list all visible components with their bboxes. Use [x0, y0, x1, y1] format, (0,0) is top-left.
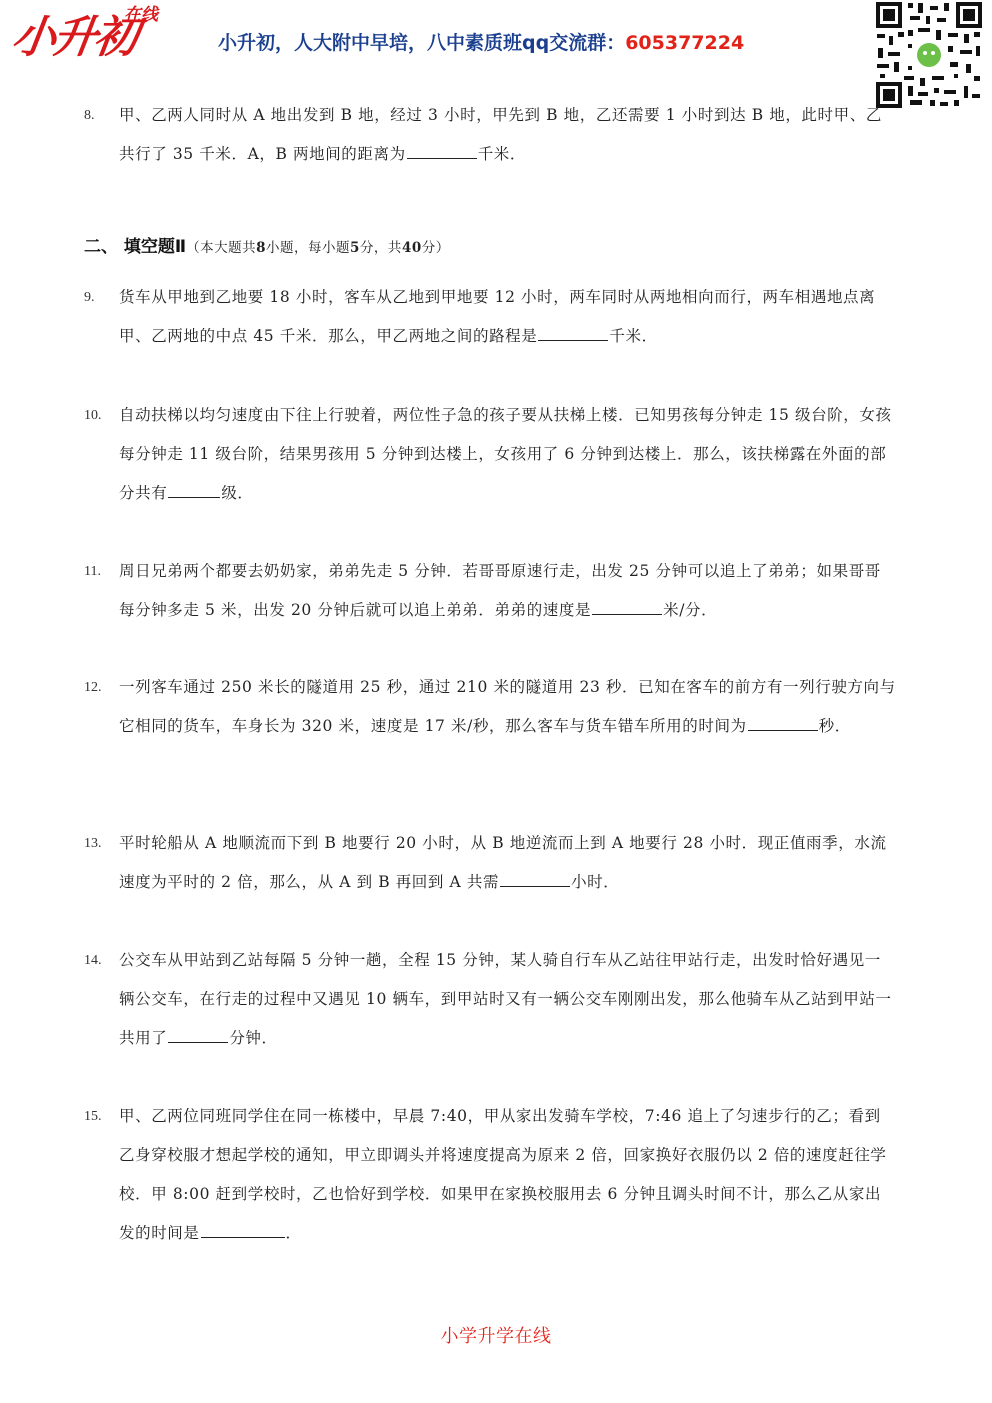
- question-8: [84, 96, 896, 174]
- section-points-each: 5: [350, 240, 360, 256]
- section-desc-part: （本大题共: [186, 240, 257, 256]
- answer-blank[interactable]: [168, 480, 220, 498]
- header-banner: [218, 30, 744, 56]
- answer-blank[interactable]: [500, 869, 570, 887]
- question-text: [119, 668, 896, 746]
- section-question-count: 8: [256, 240, 267, 256]
- question-text: [119, 96, 896, 174]
- question-text: [119, 278, 896, 356]
- question-number: 12.: [84, 680, 102, 695]
- question-text-part: 秒．: [818, 717, 851, 735]
- answer-blank[interactable]: [748, 713, 818, 731]
- qr-code-icon: [874, 0, 984, 110]
- question-text: [119, 941, 896, 1058]
- question-text-part: 自动扶梯以均匀速度由下往上行驶着，两位性子急的孩子要从扶梯上楼．已知男孩每分钟走 15 级台阶，女孩每分钟走 11 级台阶，结果男孩用 5 分钟到达楼上，女孩用了 6 分钟到达楼上．那么，该扶梯露在外面的部分共有: [119, 406, 892, 502]
- question-14: [84, 941, 896, 1058]
- section-heading: [84, 232, 450, 263]
- question-9: [84, 278, 896, 356]
- section-desc: [186, 240, 450, 256]
- question-text: [119, 1097, 896, 1253]
- logo: [8, 5, 172, 64]
- question-12: [84, 668, 896, 746]
- section-desc-part: 小题，每小题: [266, 240, 351, 256]
- question-15: [84, 1097, 896, 1253]
- question-number: 9.: [84, 290, 95, 305]
- section-desc-part: 分，共: [359, 240, 402, 256]
- section-points-total: 40: [401, 240, 422, 256]
- logo-sub-text: 在线: [124, 5, 158, 25]
- question-text: [119, 552, 896, 630]
- question-11: [84, 552, 896, 630]
- banner-number: 605377224: [625, 32, 745, 54]
- question-number: 14.: [84, 953, 102, 968]
- question-text-part: 公交车从甲站到乙站每隔 5 分钟一趟，全程 15 分钟，某人骑自行车从乙站往甲站行走，出发时恰好遇见一辆公交车，在行走的过程中又遇见 10 辆车，到甲站时又有一辆公交车刚刚出发，那么他骑车从乙站到甲站一共用了: [119, 951, 892, 1047]
- answer-blank[interactable]: [168, 1025, 228, 1043]
- logo-main-text: 小升初: [8, 12, 139, 63]
- question-text-part: 千米．: [609, 327, 658, 345]
- question-number: 15.: [84, 1109, 102, 1124]
- question-text-part: 甲、乙两人同时从 A 地出发到 B 地，经过 3 小时，甲先到 B 地，乙还需要 1 小时到达 B 地，此时甲、乙共行了 35 千米．A，B 两地间的距离为: [119, 106, 882, 163]
- question-text-part: 甲、乙两位同班同学住在同一栋楼中，早晨 7:40，甲从家出发骑车学校，7:46 追上了匀速步行的乙；看到乙身穿校服才想起学校的通知，甲立即调头并将速度提高为原来 2 倍，回家换好衣服仍以 2 倍的速度赶往学校．甲 8:00 赶到学校时，乙也恰好到学校．如果甲在家换校服用去 6 分钟且调头时间不计，那么乙从家出发的时间是: [119, 1107, 887, 1242]
- question-text-part: 千米．: [477, 145, 527, 163]
- section-desc-part: 分）: [421, 240, 450, 256]
- question-number: 13.: [84, 836, 102, 851]
- footer-text: 小学升学在线: [440, 1326, 552, 1347]
- answer-blank[interactable]: [592, 597, 662, 615]
- question-text-part: 一列客车通过 250 米长的隧道用 25 秒，通过 210 米的隧道用 23 秒．已知在客车的前方有一列行驶方向与它相同的货车，车身长为 320 米，速度是 17 米/秒，那么客车与货车错车所用的时间为: [119, 678, 896, 735]
- question-text-part: 货车从甲地到乙地要 18 小时，客车从乙地到甲地要 12 小时，两车同时从两地相向而行，两车相遇地点离甲、乙两地的中点 45 千米．那么，甲乙两地之间的路程是: [119, 288, 876, 345]
- question-text-part: 平时轮船从 A 地顺流而下到 B 地要行 20 小时，从 B 地逆流而上到 A 地要行 28 小时．现正值雨季，水流速度为平时的 2 倍，那么，从 A 到 B 再回到 A 共需: [119, 834, 887, 891]
- question-text-part: 周日兄弟两个都要去奶奶家，弟弟先走 5 分钟．若哥哥原速行走，出发 25 分钟可以追上了弟弟；如果哥哥每分钟多走 5 米，出发 20 分钟后就可以追上弟弟．弟弟的速度是: [119, 562, 881, 619]
- question-10: [84, 396, 896, 513]
- question-text-part: 分钟．: [229, 1029, 278, 1047]
- question-text-part: 米/分．: [663, 601, 718, 619]
- answer-blank[interactable]: [407, 141, 477, 159]
- question-number: 11.: [84, 564, 101, 579]
- question-text-part: 级．: [221, 484, 254, 502]
- question-number: 8.: [84, 108, 95, 123]
- question-text: [119, 396, 896, 513]
- question-text: [119, 824, 896, 902]
- question-number: 10.: [84, 408, 102, 423]
- banner-text: 小升初，人大附中早培，八中素质班qq交流群：: [218, 32, 626, 54]
- question-text-part: 小时．: [571, 873, 620, 891]
- answer-blank[interactable]: [538, 323, 608, 341]
- answer-blank[interactable]: [201, 1220, 285, 1238]
- question-13: [84, 824, 896, 902]
- question-text-part: ．: [285, 1224, 302, 1242]
- section-title: 二、 填空题Ⅱ: [84, 237, 187, 257]
